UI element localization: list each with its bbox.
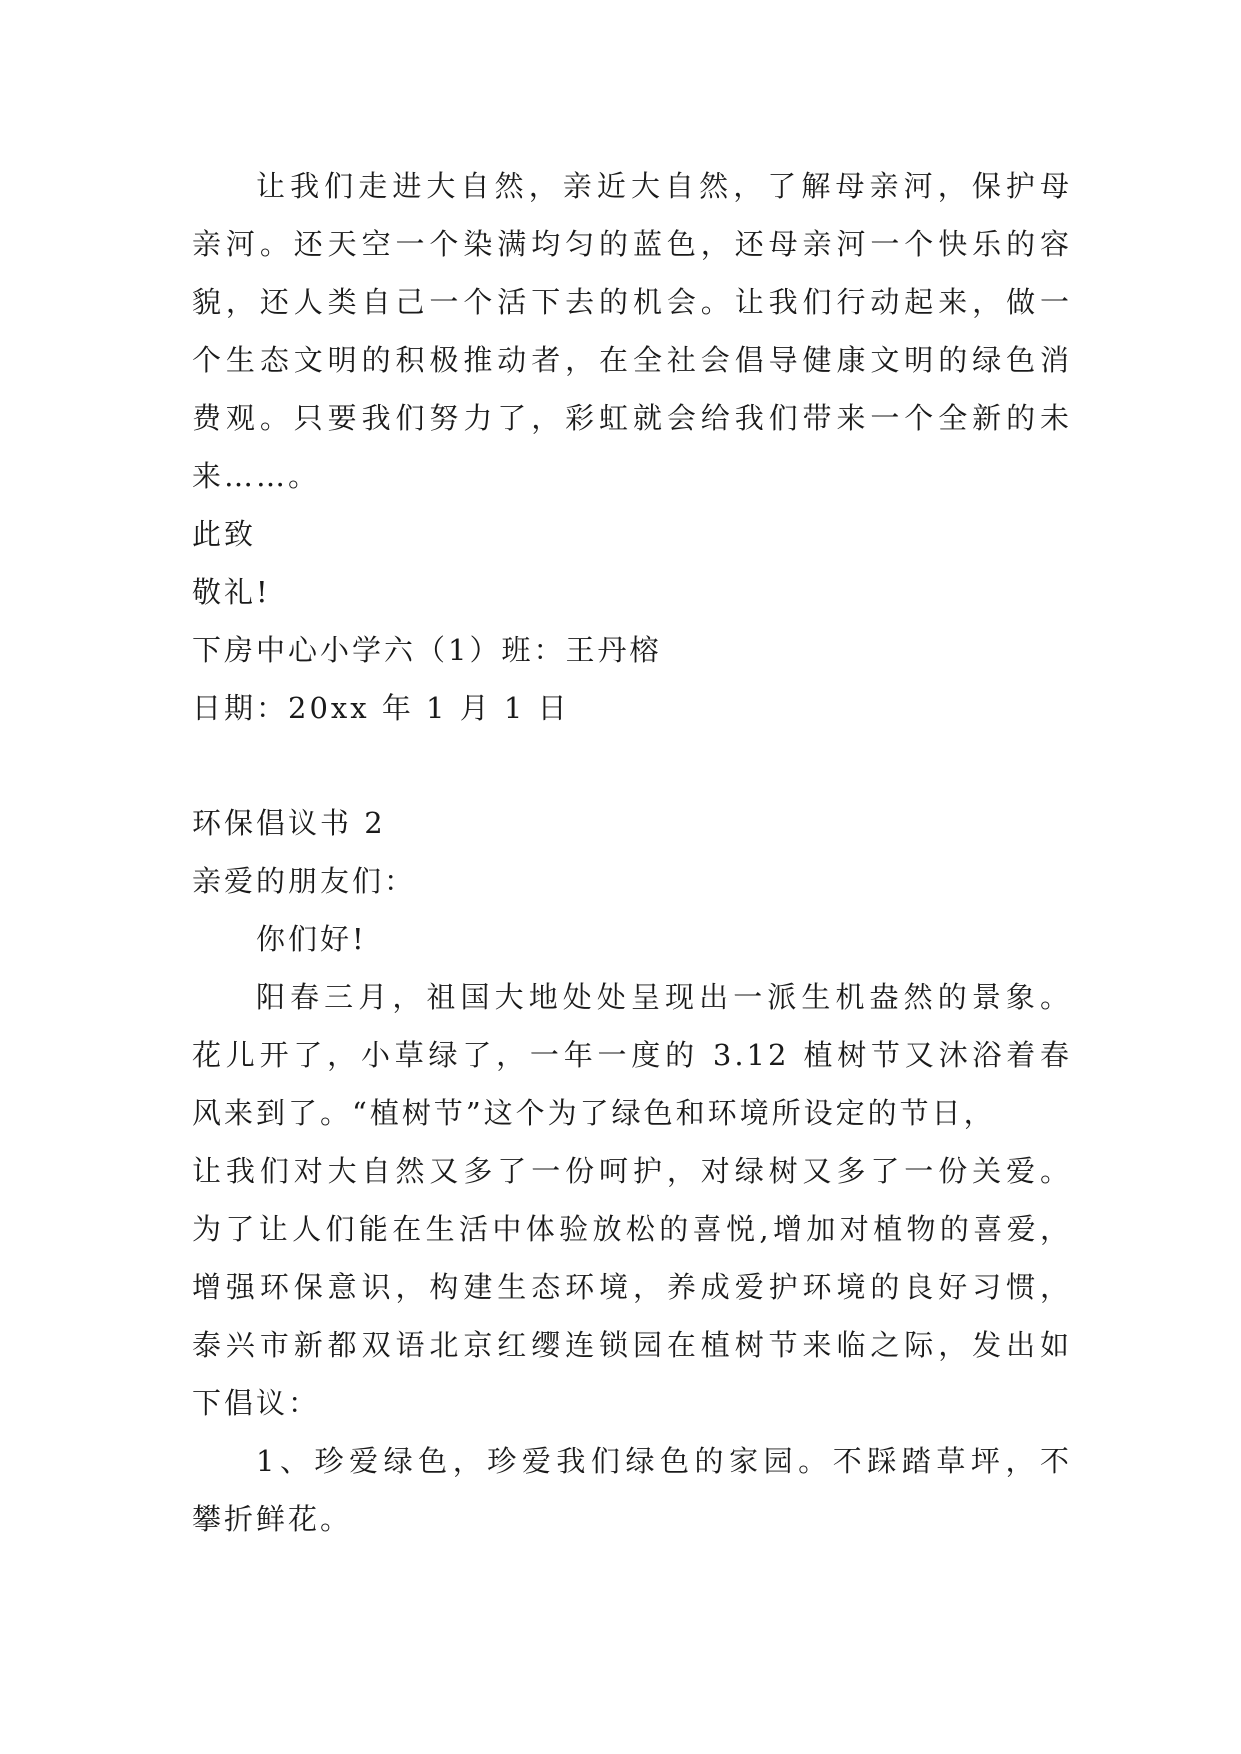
date-line: 日期：20xx 年 1 月 1 日 bbox=[192, 691, 570, 725]
hello-line: 你们好! bbox=[256, 922, 367, 956]
greeting-line: 亲爱的朋友们： bbox=[192, 864, 417, 898]
paragraph-line: 泰兴市新都双语北京红缨连锁园在植树节来临之际，发出如 bbox=[192, 1328, 1072, 1362]
salutation-line: 此致 bbox=[192, 517, 257, 551]
salutation-line: 敬礼! bbox=[192, 575, 271, 609]
paragraph-line: 为了让人们能在生活中体验放松的喜悦,增加对植物的喜爱， bbox=[192, 1212, 1072, 1246]
paragraph-line: 花儿开了，小草绿了，一年一度的 3.12 植树节又沐浴着春 bbox=[192, 1038, 1072, 1072]
paragraph-line: 让我们走进大自然，亲近大自然，了解母亲河，保护母 bbox=[256, 169, 1072, 203]
paragraph-line: 让我们对大自然又多了一份呵护，对绿树又多了一份关爱。 bbox=[192, 1154, 1072, 1188]
paragraph-line: 费观。只要我们努力了，彩虹就会给我们带来一个全新的未 bbox=[192, 401, 1072, 435]
paragraph-line: 貌，还人类自己一个活下去的机会。让我们行动起来，做一 bbox=[192, 285, 1072, 319]
list-item-line: 1、珍爱绿色，珍爱我们绿色的家园。不踩踏草坪，不 bbox=[256, 1444, 1072, 1478]
paragraph-line: 阳春三月，祖国大地处处呈现出一派生机盎然的景象。 bbox=[256, 980, 1072, 1014]
paragraph-line: 个生态文明的积极推动者，在全社会倡导健康文明的绿色消 bbox=[192, 343, 1072, 377]
paragraph-line: 增强环保意识，构建生态环境，养成爱护环境的良好习惯， bbox=[192, 1270, 1072, 1304]
paragraph-line: 风来到了。“植树节”这个为了绿色和环境所设定的节日， bbox=[192, 1096, 996, 1130]
paragraph-line: 下倡议： bbox=[192, 1386, 321, 1420]
paragraph-line: 亲河。还天空一个染满均匀的蓝色，还母亲河一个快乐的容 bbox=[192, 227, 1072, 261]
list-item-line: 攀折鲜花。 bbox=[192, 1502, 353, 1536]
signature-line: 下房中心小学六（1）班：王丹榕 bbox=[192, 633, 662, 667]
paragraph-line: 来……。 bbox=[192, 459, 321, 493]
section-title: 环保倡议书 2 bbox=[192, 806, 386, 840]
